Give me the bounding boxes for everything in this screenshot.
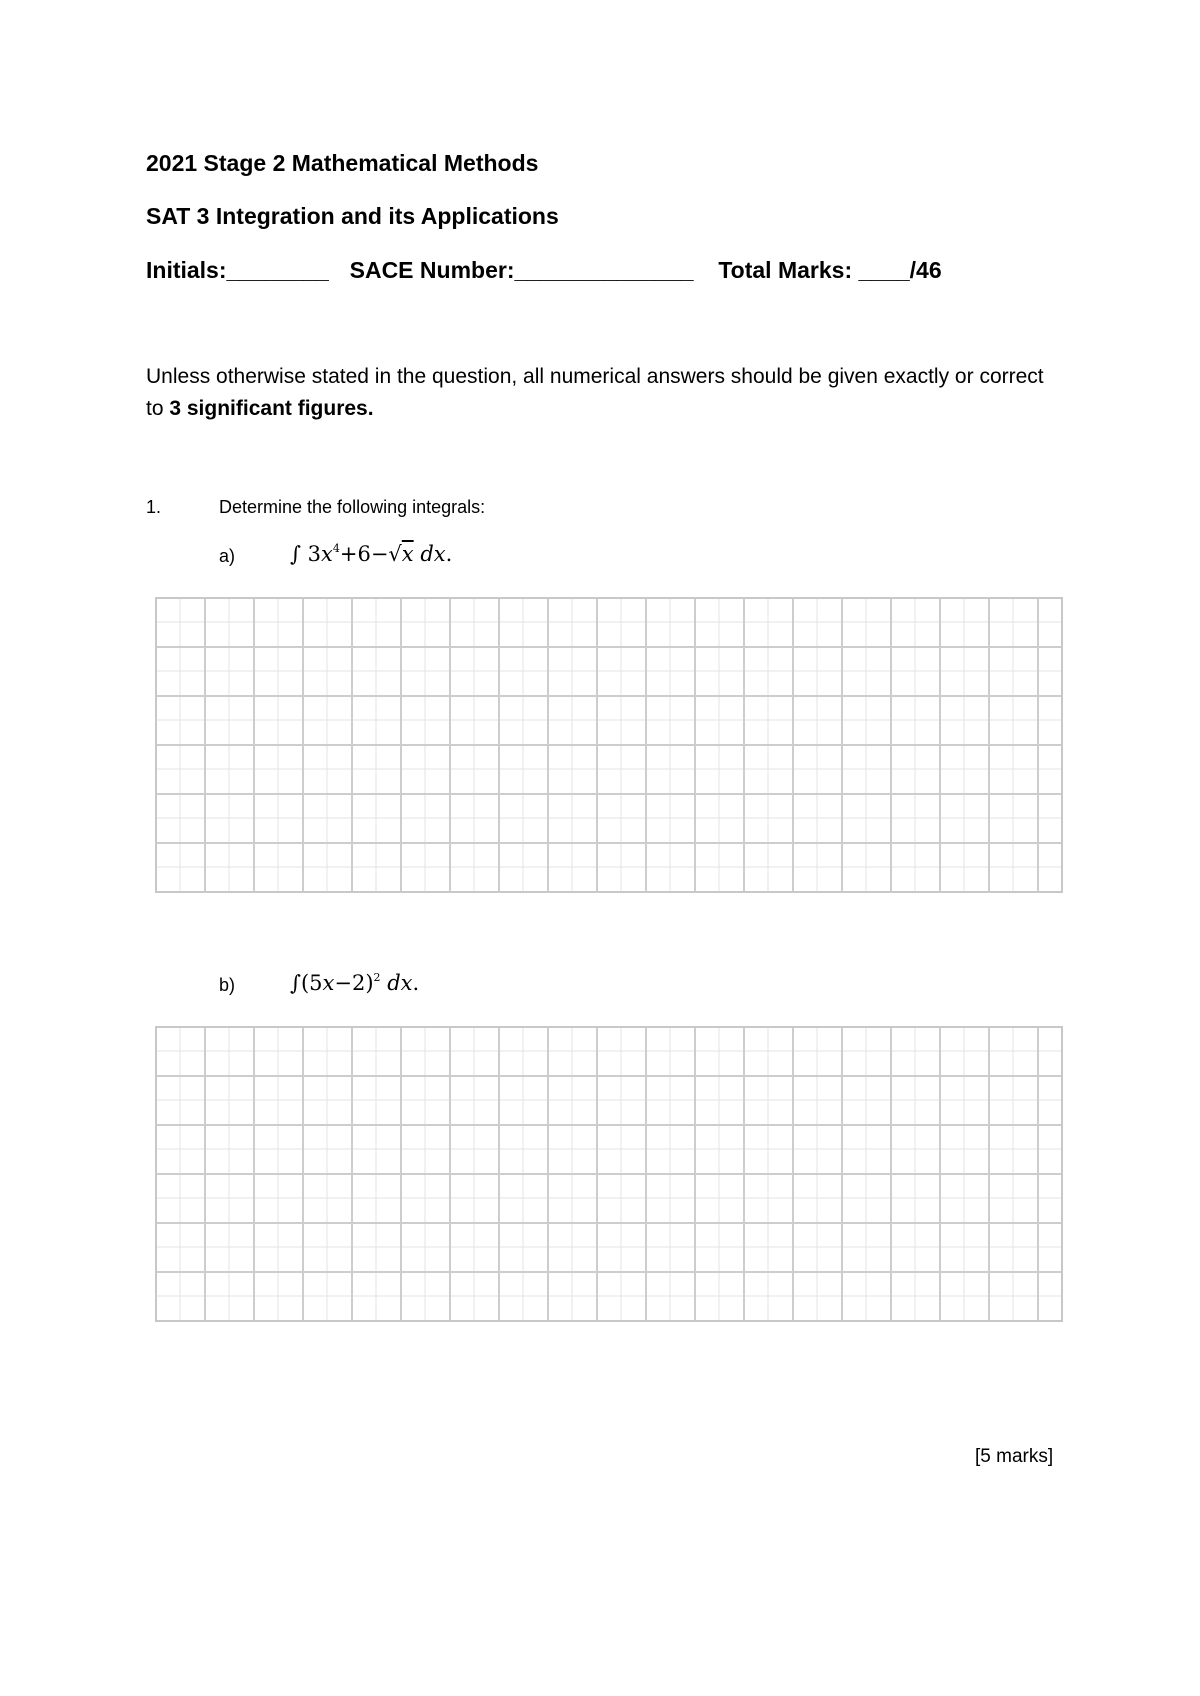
question-prompt: Determine the following integrals: [219, 497, 486, 517]
integral-sign: ∫ [290, 542, 301, 566]
total-marks-label: Total Marks: ____/46 [718, 257, 942, 283]
integral-sign: ∫ [290, 971, 301, 995]
initials-field-label: Initials:________ [146, 257, 329, 283]
part-b-label: b) [219, 975, 236, 995]
part-a-integral-expression: ∫ $3x^4+6-√x$ dx. [290, 542, 453, 566]
marks-allocation: [5 marks] [975, 1446, 1054, 1467]
instructions-text: Unless otherwise stated in the question, all numerical answers should be given exactly or correct to [146, 365, 1044, 420]
document-title: 2021 Stage 2 Mathematical Methods [146, 150, 539, 176]
question-number: 1. [146, 497, 162, 517]
document-subtitle: SAT 3 Integration and its Applications [146, 203, 559, 229]
part-b-integral-expression: $\int(5x-2)^2$ dx. [290, 971, 420, 995]
sace-number-field-label: SACE Number:______________ [349, 257, 694, 283]
instructions-bold-text: 3 significant figures. [169, 397, 374, 420]
answer-grid-part-a[interactable] [155, 597, 1063, 893]
student-details-line [146, 257, 942, 284]
part-a-label: a) [219, 546, 236, 566]
answer-grid-part-b[interactable] [155, 1026, 1063, 1322]
instructions-paragraph [146, 361, 1046, 425]
